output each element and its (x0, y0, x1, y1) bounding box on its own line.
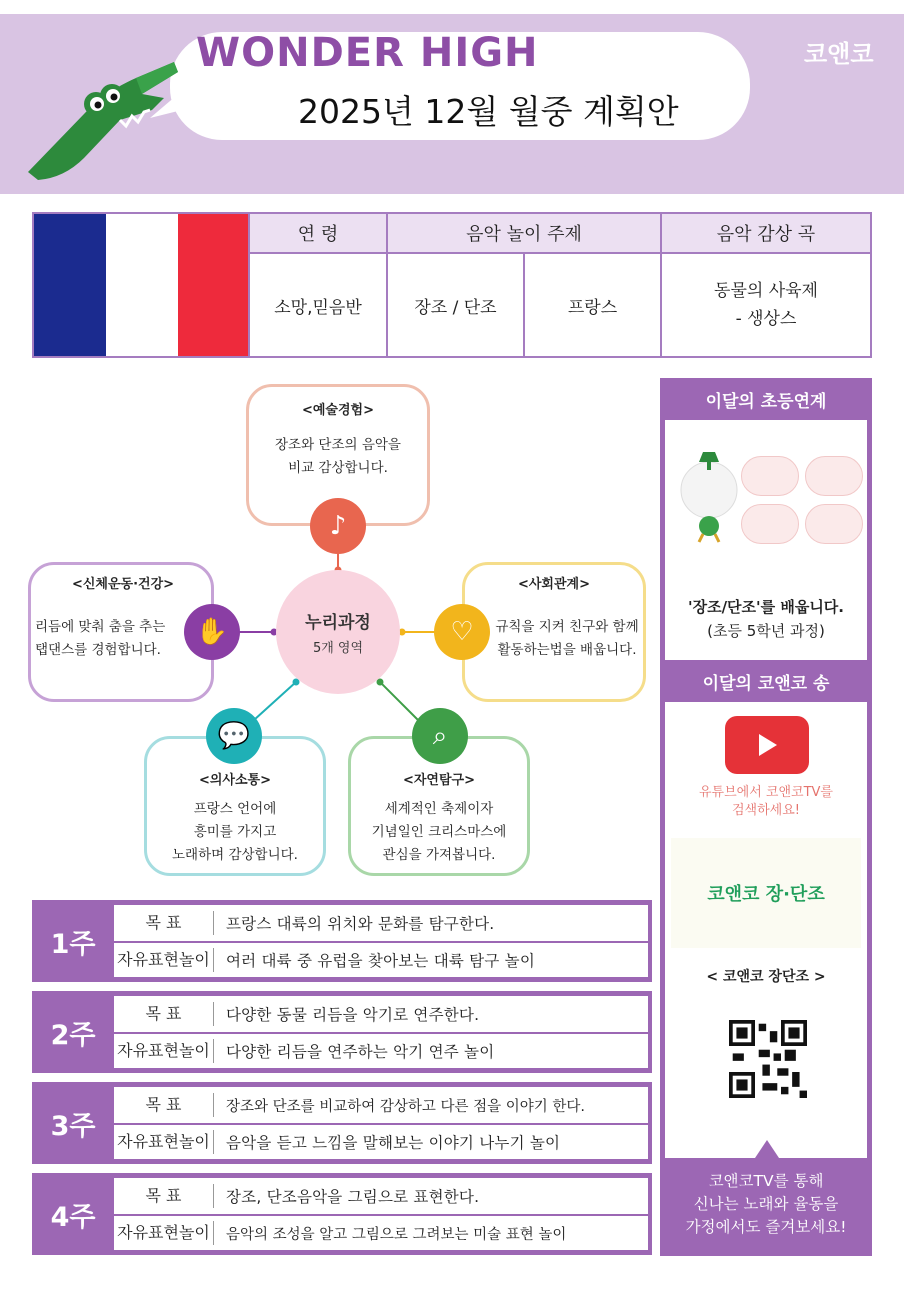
area-physical-line2: 탭댄스를 경험합니다. (35, 642, 161, 658)
area-nature-line1: 세계적인 축제이자 (384, 801, 494, 817)
footer-line-2: 신나는 노래와 율동을 (693, 1195, 839, 1213)
surprised-face-icon (805, 504, 863, 544)
page-title: 2025년 12월 월중 계획안 (298, 92, 679, 131)
song-title: 이달의 코앤코 송 (702, 673, 830, 694)
value-theme-b: 프랑스 (523, 254, 660, 356)
area-communication-title: <의사소통> (198, 773, 272, 788)
wonder-high-logo: WONDER HIGH (196, 30, 539, 76)
week-3-goal-row (114, 1087, 648, 1123)
week-1-goal: 프랑스 대륙의 위치와 문화를 탐구한다. (226, 915, 495, 933)
area-communication-line1: 프랑스 언어에 (193, 801, 277, 817)
flag-stripe-red (178, 214, 250, 356)
week-1-content (114, 905, 648, 977)
week-3-content (114, 1087, 648, 1159)
week-4-row (32, 1173, 652, 1255)
week-4-goal-row (114, 1178, 648, 1214)
area-art-line2: 비교 감상합니다. (288, 460, 388, 476)
elementary-link-title: 이달의 초등연계 (705, 391, 827, 412)
footprints-icon: ✋ (184, 604, 240, 660)
center-title: 누리과정 (305, 613, 371, 633)
sidebar-footer (660, 1158, 872, 1256)
area-art-line1: 장조와 단조의 음악을 (275, 437, 401, 453)
week-2-play-row (114, 1032, 648, 1068)
center-nuri-circle (276, 570, 400, 694)
value-theme-a: 장조 / 단조 (386, 254, 523, 356)
week-1-label: 1주 (50, 928, 96, 960)
elementary-text-1: '장조/단조'를 배웁니다. (688, 598, 844, 616)
week-2-play-label: 자유표현놀이 (114, 1039, 214, 1063)
sidebar (660, 378, 872, 1256)
week-3-play-label: 자유표현놀이 (114, 1130, 214, 1154)
week-1-goal-label: 목 표 (114, 911, 214, 935)
area-social-title: <사회관계> (517, 577, 591, 592)
week-2-label: 2주 (50, 1019, 96, 1051)
crying-face-icon (805, 456, 863, 496)
week-3-goal: 장조와 단조를 비교하여 감상하고 다른 점을 이야기 한다. (226, 1098, 586, 1115)
footer-line-1: 코앤코TV를 통해 (708, 1172, 824, 1190)
footer-line-3: 가정에서도 즐겨보세요! (685, 1218, 847, 1236)
week-2-content (114, 996, 648, 1068)
week-1-play-label: 자유표현놀이 (114, 948, 214, 972)
music-note-icon: ♪ (310, 498, 366, 554)
youtube-text-2: 검색하세요! (731, 803, 800, 818)
area-art-title: <예술경험> (301, 403, 375, 418)
week-3-label: 3주 (50, 1110, 96, 1142)
week-4-play-label: 자유표현놀이 (114, 1221, 214, 1245)
qr-code-icon[interactable] (729, 1020, 807, 1098)
value-age: 소망,믿음반 (248, 254, 386, 356)
header-theme: 음악 놀이 주제 (386, 214, 660, 254)
week-2-goal-label: 목 표 (114, 1002, 214, 1026)
appreciation-composer: - 생상스 (735, 309, 797, 329)
nuri-curriculum-diagram (26, 380, 656, 880)
elementary-text-2: (초등 5학년 과정) (707, 622, 825, 640)
speech-bubble-icon: 💬 (206, 708, 262, 764)
area-nature-line2: 기념일인 크리스마스에 (371, 824, 507, 840)
thumbnail-title: 코앤코 장·단조 (707, 884, 825, 905)
song-thumbnail[interactable] (671, 838, 861, 948)
france-flag (34, 214, 250, 356)
week-2-goal-row (114, 996, 648, 1032)
area-physical-title: <신체운동·건강> (71, 577, 175, 592)
crocodile-mascot-icon (24, 54, 184, 184)
heart-hands-icon: ♡ (434, 604, 490, 660)
note-character-icon (677, 448, 741, 544)
week-3-row (32, 1082, 652, 1164)
value-appreciation (660, 254, 870, 356)
happy-face-icon (741, 504, 799, 544)
flag-stripe-white (106, 214, 178, 356)
area-communication-line2: 흥미를 가지고 (193, 824, 277, 840)
center-subtitle: 5개 영역 (312, 641, 364, 656)
pointer-triangle (755, 1140, 779, 1158)
sad-face-icon (741, 456, 799, 496)
song-panel (665, 702, 867, 1158)
week-1-row (32, 900, 652, 982)
week-1-play: 여러 대륙 중 유럽을 찾아보는 대륙 탐구 놀이 (226, 952, 536, 970)
week-1-play-row (114, 941, 648, 977)
brand-logo: 코앤코 (804, 40, 874, 68)
area-physical-line1: 리듬에 맞춰 춤을 추는 (35, 619, 166, 635)
area-nature-title: <자연탐구> (402, 773, 476, 788)
area-social-line1: 규칙을 지켜 친구와 함께 (495, 619, 639, 635)
area-social-line2: 활동하는법을 배웁니다. (497, 642, 637, 658)
week-3-play: 음악을 듣고 느낌을 말해보는 이야기 나누기 놀이 (226, 1134, 561, 1152)
magnifier-globe-icon: ⌕ (412, 708, 468, 764)
header-appreciation: 음악 감상 곡 (660, 214, 870, 254)
week-2-row (32, 991, 652, 1073)
elementary-link-panel (665, 420, 867, 660)
week-4-goal: 장조, 단조음악을 그림으로 표현한다. (226, 1188, 480, 1206)
youtube-text-1: 유튜브에서 코앤코TV를 (699, 785, 833, 800)
song-name: < 코앤코 장단조 > (706, 969, 826, 985)
youtube-play-icon[interactable] (725, 716, 809, 774)
week-4-content (114, 1178, 648, 1250)
week-3-play-row (114, 1123, 648, 1159)
week-4-label: 4주 (50, 1201, 96, 1233)
week-1-goal-row (114, 905, 648, 941)
info-table (32, 212, 872, 358)
header-age: 연 령 (248, 214, 386, 254)
flag-stripe-blue (34, 214, 106, 356)
week-2-play: 다양한 리듬을 연주하는 악기 연주 놀이 (226, 1043, 495, 1061)
week-2-goal: 다양한 동물 리듬을 악기로 연주한다. (226, 1006, 480, 1024)
week-4-play-row (114, 1214, 648, 1250)
appreciation-song: 동물의 사육제 (714, 281, 818, 301)
area-nature-line3: 관심을 가져봅니다. (382, 847, 496, 863)
week-3-goal-label: 목 표 (114, 1093, 214, 1117)
area-communication-line3: 노래하며 감상합니다. (172, 847, 298, 863)
week-4-play: 음악의 조성을 알고 그림으로 그려보는 미술 표현 놀이 (226, 1226, 567, 1243)
week-4-goal-label: 목 표 (114, 1184, 214, 1208)
